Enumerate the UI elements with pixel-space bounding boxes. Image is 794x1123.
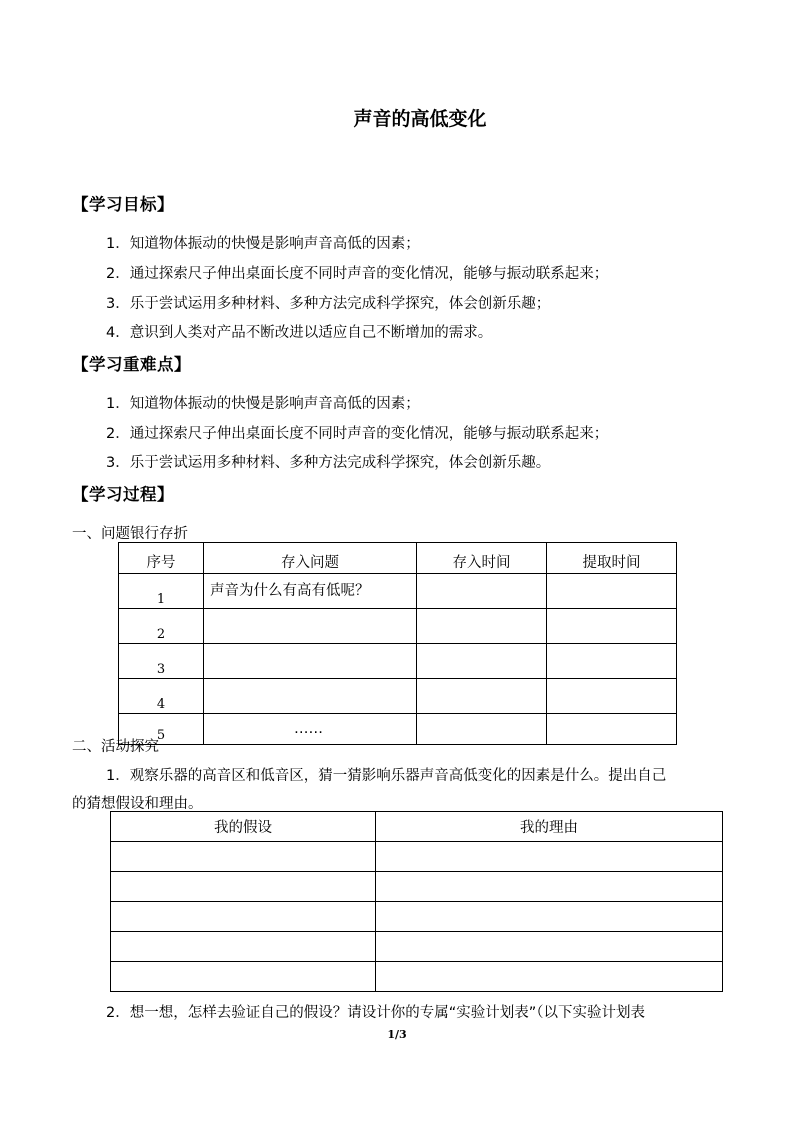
table-row (111, 932, 723, 962)
row-deposit-time (417, 574, 547, 609)
row-question (204, 644, 417, 679)
key-point-item: 1．知道物体振动的快慢是影响声音高低的因素； (106, 396, 420, 412)
page-number: 1/3 (387, 1028, 407, 1041)
objective-item: 3．乐于尝试运用多种材料、多种方法完成科学探究，体会创新乐趣； (106, 296, 551, 312)
table-row (119, 679, 677, 714)
key-points-heading: 【学习重难点】 (72, 355, 191, 374)
objectives-heading: 【学习目标】 (72, 195, 174, 214)
row-no: 5 (119, 714, 204, 745)
table-row (111, 842, 723, 872)
question-bank-table (118, 542, 677, 745)
header-deposit-time: 存入时间 (417, 543, 547, 574)
step1-text: 1．观察乐器的高音区和低音区，猜一猜影响乐器声音高低变化的因素是什么。提出自己 (106, 768, 667, 784)
process-heading: 【学习过程】 (72, 485, 174, 504)
row-question (204, 679, 417, 714)
table-row (111, 902, 723, 932)
table-row (119, 574, 677, 609)
table-row (111, 962, 723, 992)
hypothesis-cell (111, 842, 376, 872)
hypothesis-cell (111, 932, 376, 962)
hypothesis-table (110, 811, 723, 992)
hypothesis-cell (111, 962, 376, 992)
key-point-item: 3．乐于尝试运用多种材料、多种方法完成科学探究，体会创新乐趣。 (106, 455, 551, 471)
objective-item: 2．通过探索尺子伸出桌面长度不同时声音的变化情况，能够与振动联系起来； (106, 266, 609, 282)
row-withdraw-time (547, 574, 677, 609)
hypothesis-cell (111, 872, 376, 902)
objective-item: 4．意识到人类对产品不断改进以适应自己不断增加的需求。 (106, 325, 493, 341)
reason-cell (376, 842, 723, 872)
header-withdraw-time: 提取时间 (547, 543, 677, 574)
row-deposit-time (417, 609, 547, 644)
row-no: 4 (119, 679, 204, 714)
header-reason: 我的理由 (376, 812, 723, 842)
table-header-row (111, 812, 723, 842)
table-row (119, 644, 677, 679)
table-row (111, 872, 723, 902)
part1-label: 一、问题银行存折 (72, 526, 188, 542)
header-hypothesis: 我的假设 (111, 812, 376, 842)
row-withdraw-time (547, 644, 677, 679)
table-row (119, 609, 677, 644)
row-question: 声音为什么有高有低呢？ (204, 574, 417, 609)
hypothesis-cell (111, 902, 376, 932)
reason-cell (376, 872, 723, 902)
row-deposit-time (417, 714, 547, 745)
row-withdraw-time (547, 679, 677, 714)
page-title: 声音的高低变化 (353, 108, 487, 130)
row-question (204, 609, 417, 644)
row-deposit-time (417, 644, 547, 679)
row-no: 2 (119, 609, 204, 644)
table-row (119, 714, 677, 745)
row-question: …… (204, 714, 417, 745)
reason-cell (376, 962, 723, 992)
reason-cell (376, 932, 723, 962)
row-no: 1 (119, 574, 204, 609)
row-no: 3 (119, 644, 204, 679)
table-header-row (119, 543, 677, 574)
step1-text-cont: 的猜想假设和理由。 (72, 796, 203, 812)
reason-cell (376, 902, 723, 932)
objective-item: 1．知道物体振动的快慢是影响声音高低的因素； (106, 236, 420, 252)
row-deposit-time (417, 679, 547, 714)
row-withdraw-time (547, 714, 677, 745)
step2-text: 2．想一想，怎样去验证自己的假设？请设计你的专属“实验计划表”（以下实验计划表 (106, 1005, 645, 1021)
header-no: 序号 (119, 543, 204, 574)
row-withdraw-time (547, 609, 677, 644)
part2-label: 二、活动探究 (72, 739, 159, 755)
key-point-item: 2．通过探索尺子伸出桌面长度不同时声音的变化情况，能够与振动联系起来； (106, 426, 609, 442)
header-question: 存入问题 (204, 543, 417, 574)
